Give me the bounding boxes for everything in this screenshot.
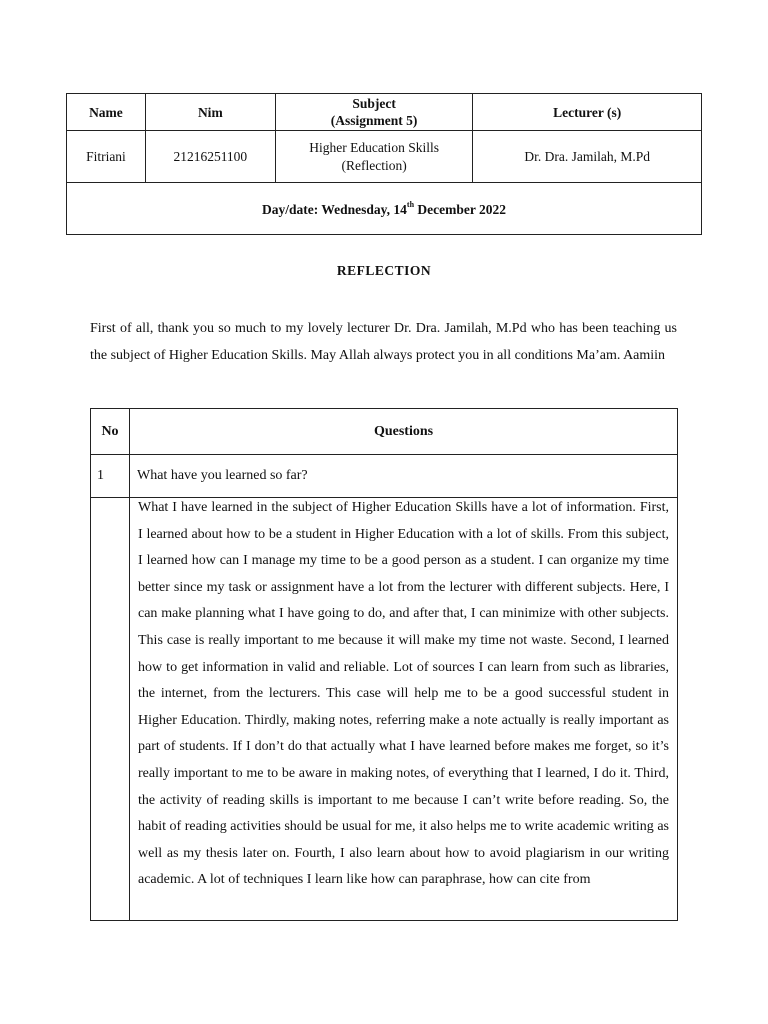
reflection-title: REFLECTION <box>336 263 432 278</box>
intro-paragraph: First of all, thank you so much to my lovely lecturer Dr. Dra. Jamilah, M.Pd who has been teaching us the subject of Higher Education Skills. May Allah always protect you in all conditions Ma’am. Aamiin <box>90 321 677 363</box>
nim-header: Nim <box>145 94 275 131</box>
questions-header-row <box>91 409 678 455</box>
nim-value: 21216251100 <box>145 131 275 183</box>
question-row <box>91 455 678 498</box>
lecturer-header: Lecturer (s) <box>473 94 702 131</box>
question-text: What have you learned so far? <box>130 455 678 498</box>
questions-table <box>90 408 678 921</box>
subject-header-line1: Subject <box>352 96 396 111</box>
questions-header: Questions <box>130 409 678 455</box>
info-values-row <box>67 131 702 183</box>
question-number: 1 <box>91 455 130 498</box>
answer-cell <box>130 498 678 921</box>
day-date-superscript: th <box>406 199 415 209</box>
answer-row <box>91 498 678 921</box>
day-date-prefix: Day/date: Wednesday, 14 <box>262 201 407 217</box>
subject-header <box>275 94 473 131</box>
answer-number-cell <box>91 498 130 921</box>
no-header: No <box>91 409 130 455</box>
subject-value-line2: (Reflection) <box>341 157 407 173</box>
lecturer-value: Dr. Dra. Jamilah, M.Pd <box>473 131 702 183</box>
info-table <box>66 93 702 235</box>
answer-text: What I have learned in the subject of Higher Education Skills have a lot of information. First, I learned about how to be a student in Higher Education with a lot of skills. From this subject, I learned how can I manage my time to be a good person as a student. I can organize my time better since my task or assignment have a lot from the lecturer with different subjects. Here, I can make planning what I have going to do, and after that, I can minimize with other subjects. This case is really important to me because it will make my time not waste. Second, I learned how to get information in valid and reliable. Lot of sources I can learn from such as libraries, the internet, from the lecturers. This case will help me to be a good successful student in Higher Education. Thirdly, making notes, referring make a note actually is really important as part of students. If I don’t do that actually what I have learned before makes me forget, so it’s really important to me to be aware in making notes, of everything that I learned, I do it. Third, the activity of reading skills is important to me because I can’t write before reading. So, the habit of reading activities should be usual for me, it also helps me to write academic writing as well as my thesis later on. Fourth, I also learn about how to avoid plagiarism in our writing academic. A lot of techniques I learn like how can paraphrase, how can cite from <box>138 500 669 888</box>
info-header-row <box>67 94 702 131</box>
name-value: Fitriani <box>67 131 146 183</box>
subject-value <box>275 131 473 183</box>
day-date-cell <box>67 183 702 235</box>
subject-header-line2: (Assignment 5) <box>330 113 418 128</box>
name-header: Name <box>67 94 146 131</box>
subject-value-line1: Higher Education Skills <box>309 139 439 155</box>
day-date-row <box>67 183 702 235</box>
day-date-suffix: December 2022 <box>414 201 506 217</box>
